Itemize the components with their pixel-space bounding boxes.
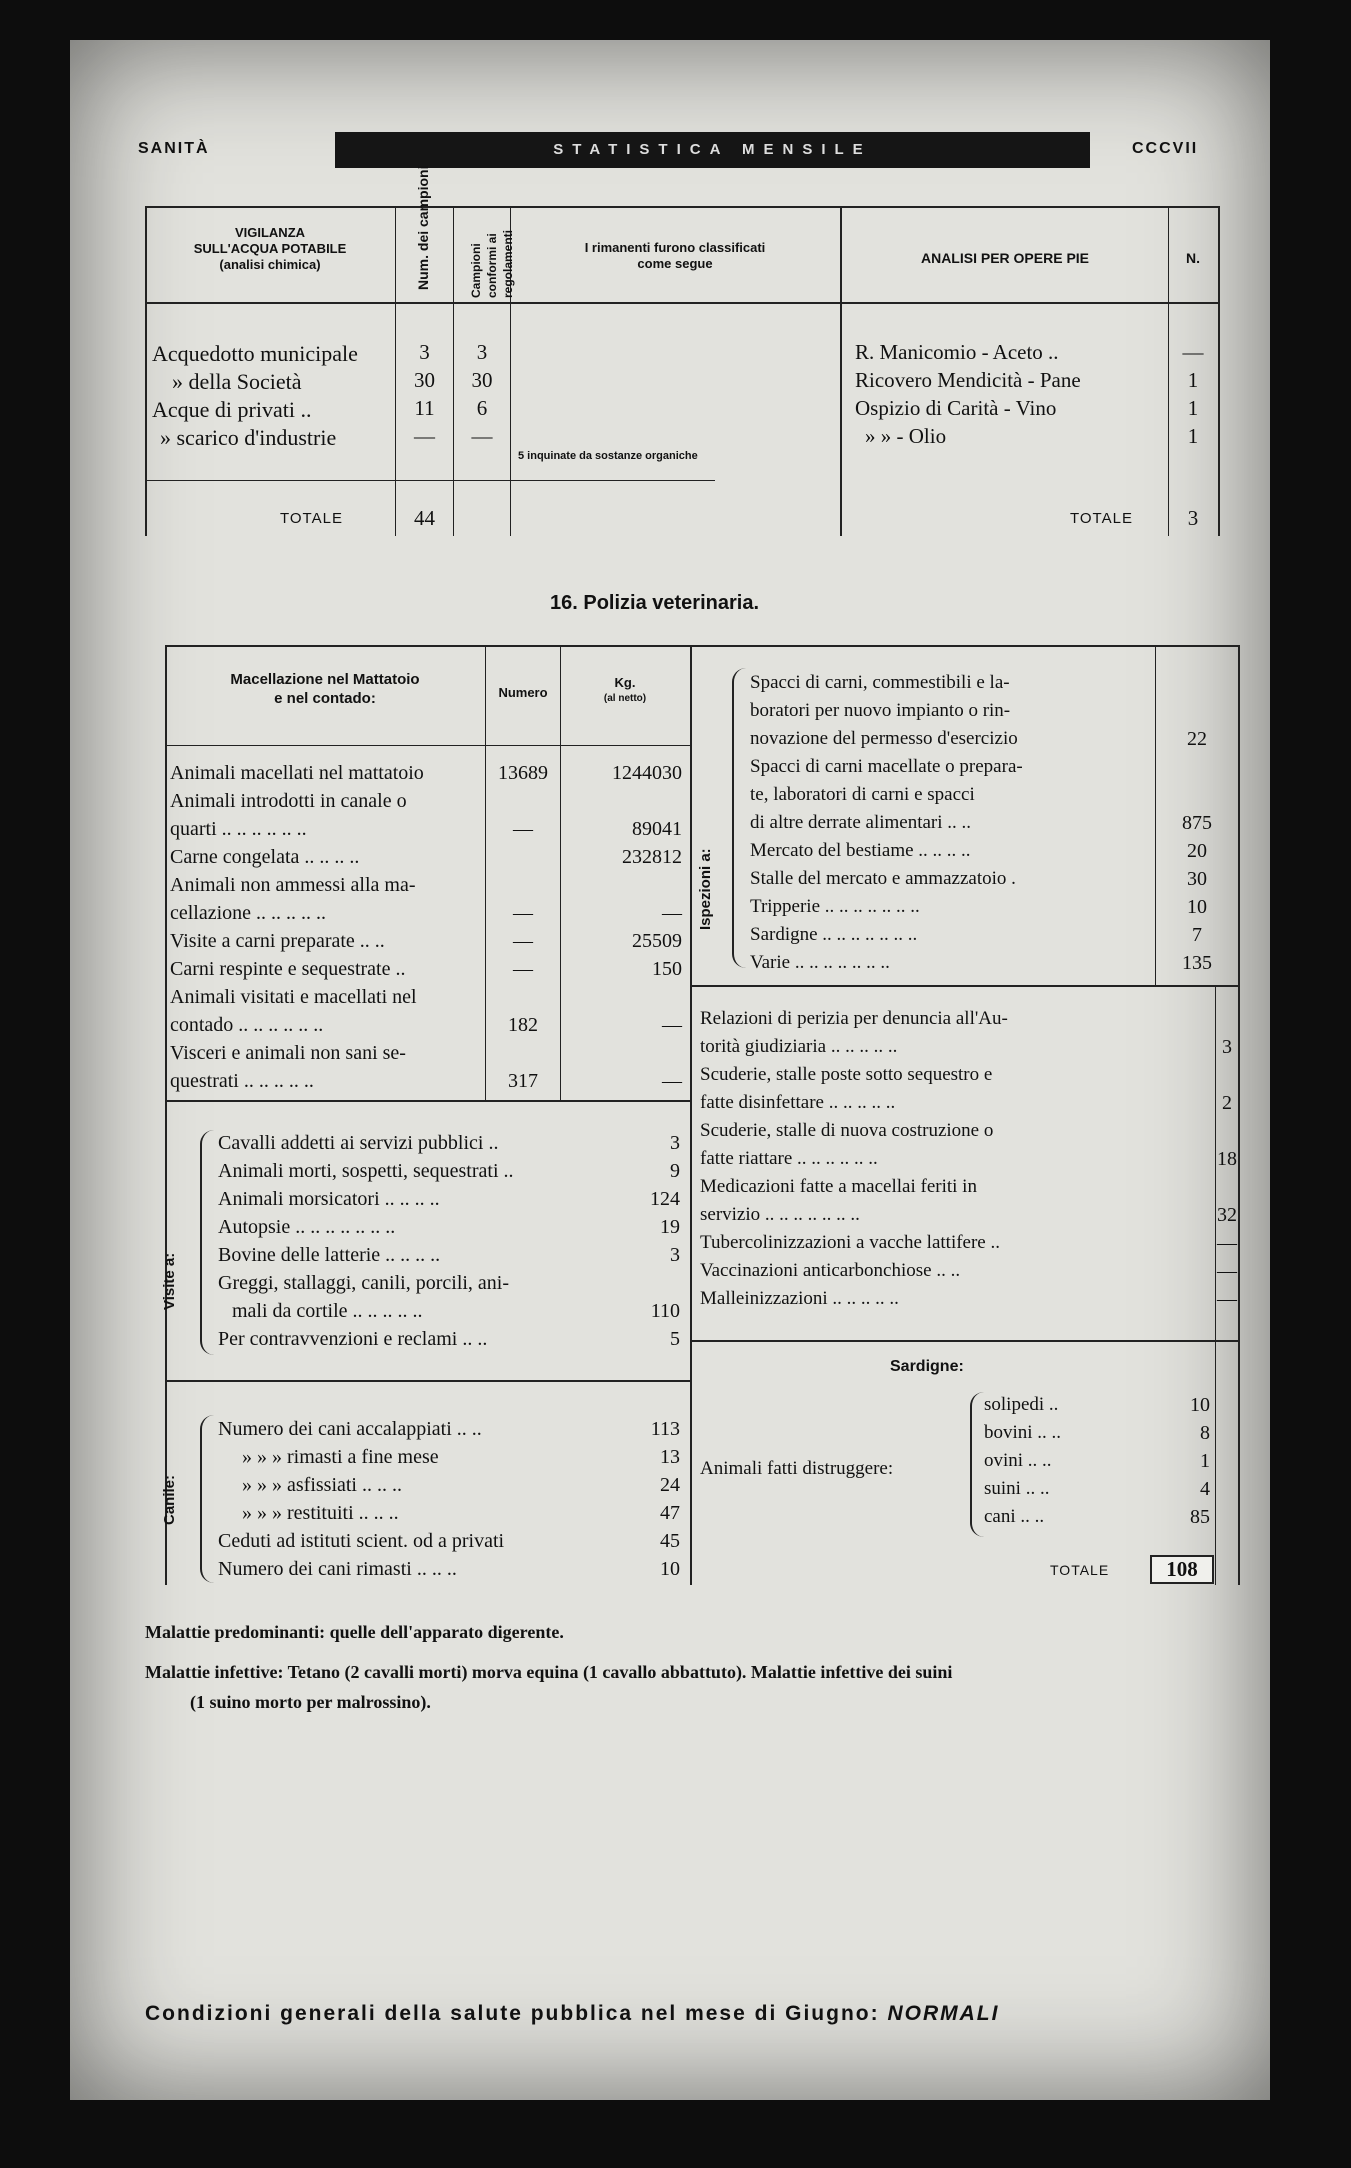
sardigne-kind: solipedi .. xyxy=(984,1394,1059,1415)
sardigne-title: Sardigne: xyxy=(890,1358,964,1375)
sardigne-n: 1 xyxy=(1200,1450,1210,1472)
mac-kg: 1244030 xyxy=(612,762,682,784)
opere-n: — xyxy=(1182,340,1204,364)
mac-row-label: Visite a carni preparate .. .. xyxy=(170,930,385,952)
mac-row-label: cellazione .. .. .. .. .. xyxy=(170,902,327,924)
water-num-col xyxy=(396,340,453,452)
opere-row-label: R. Manicomio - Aceto .. xyxy=(855,340,1059,364)
macellazione-col-kg-line: (al netto) xyxy=(603,693,647,704)
water-total: 44 xyxy=(414,506,435,530)
water-col-rem: I rimanenti furono classificati come segue xyxy=(584,240,766,271)
mac-num: — xyxy=(513,902,533,924)
isp-n xyxy=(1157,672,1237,700)
isp-n: 875 xyxy=(1182,812,1212,834)
isp-row-label: Sardigne .. .. .. .. .. .. .. xyxy=(750,924,918,945)
mac-kg: 150 xyxy=(652,958,682,980)
visite-n: 3 xyxy=(670,1132,680,1154)
rule xyxy=(145,206,1220,208)
mac-num xyxy=(486,986,560,1014)
header-left: SANITÀ xyxy=(138,140,210,157)
section-title: 16. Polizia veterinaria. xyxy=(550,592,759,614)
macellazione-col-kg-line: Kg. xyxy=(614,675,636,690)
visite-side-label: Visite a: xyxy=(161,1252,178,1310)
water-conf-col xyxy=(454,340,510,452)
note-2-text: Tetano (2 cavalli morti) morva equina (1 cavallo abbattuto). Malattie infettive dei suini xyxy=(287,1662,953,1682)
visite-row-label: mali da cortile .. .. .. .. .. xyxy=(232,1300,423,1322)
opere-n: 1 xyxy=(1187,424,1199,448)
mac-row-label: questrati .. .. .. .. .. xyxy=(170,1070,314,1092)
isp-row-label: Mercato del bestiame .. .. .. .. xyxy=(750,840,971,861)
sardigne-n: 10 xyxy=(1190,1394,1210,1416)
macellazione-col-num: Numero xyxy=(498,685,548,700)
rule xyxy=(165,645,1240,647)
macellazione-num-col xyxy=(486,762,560,1098)
page xyxy=(70,40,1270,2100)
isp-n: 20 xyxy=(1187,840,1207,862)
water-conf: 3 xyxy=(476,340,488,364)
rel-row-label: Tubercolinizzazioni a vacche lattifere .. xyxy=(700,1232,1000,1253)
ispezioni-brace xyxy=(732,668,748,968)
mac-num xyxy=(486,790,560,818)
sardigne-label: Animali fatti distruggere: xyxy=(700,1458,894,1479)
rel-n: 32 xyxy=(1217,1204,1237,1226)
mac-kg: — xyxy=(662,902,682,924)
water-rem-note: 5 inquinate da sostanze organiche xyxy=(518,450,698,462)
mac-num: — xyxy=(513,958,533,980)
note-line-3: (1 suino morto per malrossino). xyxy=(190,1692,431,1712)
water-row-label: Acquedotto municipale xyxy=(152,341,358,366)
rel-n: — xyxy=(1217,1288,1237,1310)
rel-n xyxy=(1216,1008,1238,1036)
water-col-num: Num. dei campioni xyxy=(415,165,431,290)
visite-row-label: Cavalli addetti ai servizi pubblici .. xyxy=(218,1132,499,1154)
rel-row-label: fatte riattare .. .. .. .. .. .. xyxy=(700,1148,878,1169)
canile-labels xyxy=(218,1418,643,1586)
isp-row-label: Stalle del mercato e ammazzatoio . xyxy=(750,868,1016,889)
sardigne-n: 85 xyxy=(1190,1506,1210,1528)
canile-row-label: Numero dei cani rimasti .. .. .. xyxy=(218,1558,457,1580)
isp-row-label: te, laboratori di carni e spacci xyxy=(750,784,975,805)
canile-row-label: Numero dei cani accalappiati .. .. xyxy=(218,1418,482,1440)
macellazione-kg-col xyxy=(562,762,682,1098)
visite-n: 3 xyxy=(670,1244,680,1266)
mac-num xyxy=(486,1042,560,1070)
mac-row-label: contado .. .. .. .. .. .. xyxy=(170,1014,324,1036)
visite-row-label: Per contravvenzioni e reclami .. .. xyxy=(218,1328,488,1350)
isp-row-label: di altre derrate alimentari .. .. xyxy=(750,812,972,833)
opere-total-label: TOTALE xyxy=(1070,510,1133,527)
rel-n: — xyxy=(1217,1260,1237,1282)
footer-text: Condizioni generali della salute pubblica nel mese di Giugno: xyxy=(145,2002,880,2025)
isp-row-label: Spacci di carni, commestibili e la- xyxy=(750,672,1010,693)
mac-num: 13689 xyxy=(498,762,548,784)
sardigne-n: 4 xyxy=(1200,1478,1210,1500)
isp-row-label: boratori per nuovo impianto o rin- xyxy=(750,700,1011,721)
mac-kg xyxy=(562,986,682,1014)
visite-n: 5 xyxy=(670,1328,680,1350)
mac-num xyxy=(486,846,560,874)
rel-row-label: Scuderie, stalle poste sotto sequestro e xyxy=(700,1064,993,1085)
isp-row-label: Tripperie .. .. .. .. .. .. .. xyxy=(750,896,920,917)
rule xyxy=(1238,645,1240,1585)
rel-row-label: Relazioni di perizia per denuncia all'Au- xyxy=(700,1008,1008,1029)
canile-n: 113 xyxy=(650,1418,680,1440)
rule xyxy=(165,745,690,746)
opere-total: 3 xyxy=(1187,506,1199,530)
mac-row-label: Animali visitati e macellati nel xyxy=(170,986,417,1008)
isp-n xyxy=(1157,756,1237,784)
mac-row-label: Carni respinte e sequestrate .. xyxy=(170,958,406,980)
mac-num: — xyxy=(513,818,533,840)
sardigne-kind: cani .. .. xyxy=(984,1506,1045,1527)
visite-row-label: Animali morsicatori .. .. .. .. xyxy=(218,1188,440,1210)
isp-n xyxy=(1157,700,1237,728)
visite-brace xyxy=(200,1130,216,1355)
rule xyxy=(165,645,167,1585)
mac-row-label: Animali macellati nel mattatoio xyxy=(170,762,424,784)
water-conf: — xyxy=(471,424,493,448)
opere-title: ANALISI PER OPERE PIE xyxy=(920,250,1090,266)
sardigne-n: 8 xyxy=(1200,1422,1210,1444)
isp-n xyxy=(1157,784,1237,812)
macellazione-col-kg xyxy=(562,675,688,707)
opere-row-label: Ospizio di Carità - Vino xyxy=(855,396,1057,420)
visite-row-label: Animali morti, sospetti, sequestrati .. xyxy=(218,1160,514,1182)
footer xyxy=(145,2002,999,2026)
isp-n: 10 xyxy=(1187,896,1207,918)
macellazione-title xyxy=(175,670,475,708)
rule xyxy=(145,480,715,481)
visite-n-col xyxy=(625,1132,680,1356)
water-num: 11 xyxy=(414,396,435,420)
water-row-label: » scarico d'industrie xyxy=(160,425,337,450)
mac-num: 317 xyxy=(508,1070,538,1092)
water-row-label: Acque di privati .. xyxy=(152,397,312,422)
mac-row-label: Visceri e animali non sani se- xyxy=(170,1042,406,1064)
sardigne-total: 108 xyxy=(1150,1555,1214,1584)
mac-row-label: Animali non ammessi alla ma- xyxy=(170,874,416,896)
water-conf: 6 xyxy=(476,396,488,420)
rule xyxy=(165,1380,690,1382)
visite-row-label: Greggi, stallaggi, canili, porcili, ani- xyxy=(218,1272,510,1294)
visite-labels xyxy=(218,1132,643,1356)
rule xyxy=(690,985,1240,987)
visite-n: 124 xyxy=(650,1188,680,1210)
macellazione-title-line: e nel contado: xyxy=(274,690,376,707)
header-title-strip: STATISTICA MENSILE xyxy=(335,132,1090,168)
note-1-label: Malattie predominanti: xyxy=(145,1622,326,1642)
rel-n: — xyxy=(1217,1232,1237,1254)
ispezioni-side-label: Ispezioni a: xyxy=(697,848,714,930)
isp-row-label: Varie .. .. .. .. .. .. .. xyxy=(750,952,890,973)
rel-row-label: Vaccinazioni anticarbonchiose .. .. xyxy=(700,1260,961,1281)
sardigne-kind: bovini .. .. xyxy=(984,1422,1062,1443)
mac-kg: 25509 xyxy=(632,930,682,952)
rule xyxy=(690,645,692,1585)
sardigne-n-col xyxy=(1150,1394,1210,1534)
visite-n: 19 xyxy=(660,1216,680,1238)
rule xyxy=(690,1340,1240,1342)
isp-n: 30 xyxy=(1187,868,1207,890)
rel-n xyxy=(1216,1120,1238,1148)
water-labels xyxy=(152,340,392,452)
rel-n xyxy=(1216,1064,1238,1092)
canile-n: 47 xyxy=(660,1502,680,1524)
note-1-text: quelle dell'apparato digerente. xyxy=(329,1622,564,1642)
mac-kg: — xyxy=(662,1070,682,1092)
rule xyxy=(840,206,842,536)
water-title-line: VIGILANZA xyxy=(234,225,306,240)
mac-kg xyxy=(562,790,682,818)
header-right: CCCVII xyxy=(1132,140,1199,157)
ispezioni-labels xyxy=(750,672,1150,980)
sardigne-brace xyxy=(970,1392,984,1537)
canile-n: 24 xyxy=(660,1474,680,1496)
rel-n xyxy=(1216,1176,1238,1204)
canile-n-col xyxy=(625,1418,680,1586)
rel-row-label: torità giudiziaria .. .. .. .. .. xyxy=(700,1036,898,1057)
mac-num: — xyxy=(513,930,533,952)
mac-kg xyxy=(562,1042,682,1070)
visite-row-label: Autopsie .. .. .. .. .. .. .. xyxy=(218,1216,396,1238)
rel-row-label: fatte disinfettare .. .. .. .. .. xyxy=(700,1092,896,1113)
rel-row-label: Malleinizzazioni .. .. .. .. .. xyxy=(700,1288,899,1309)
water-row-label: » della Società xyxy=(172,369,302,394)
mac-kg: 232812 xyxy=(622,846,682,868)
sardigne-kind: suini .. .. xyxy=(984,1478,1050,1499)
sardigne-kinds xyxy=(984,1394,1144,1534)
opere-row-label: Ricovero Mendicità - Pane xyxy=(855,368,1081,392)
opere-n-label: N. xyxy=(1186,250,1200,266)
visite-n: 110 xyxy=(650,1300,680,1322)
visite-n: 9 xyxy=(670,1160,680,1182)
rule xyxy=(1168,206,1169,536)
note-2-label: Malattie infettive: xyxy=(145,1662,284,1682)
canile-side-label: Canile: xyxy=(161,1474,178,1525)
relazioni-labels xyxy=(700,1008,1190,1316)
note-line-2 xyxy=(145,1662,952,1683)
rule xyxy=(165,1100,690,1102)
rule xyxy=(1155,645,1156,985)
water-num: — xyxy=(414,424,435,448)
canile-row-label: » » » asfissiati .. .. .. xyxy=(242,1474,402,1496)
rel-row-label: Medicazioni fatte a macellai feriti in xyxy=(700,1176,977,1197)
sardigne-total-label: TOTALE xyxy=(1050,1562,1110,1578)
canile-brace xyxy=(200,1415,216,1583)
visite-row-label: Bovine delle latterie .. .. .. .. xyxy=(218,1244,441,1266)
rel-n: 18 xyxy=(1217,1148,1237,1170)
isp-n: 7 xyxy=(1192,924,1202,946)
opere-n: 1 xyxy=(1187,396,1199,420)
water-num: 3 xyxy=(419,340,430,364)
isp-n: 22 xyxy=(1187,728,1207,750)
rule xyxy=(145,302,1220,304)
rel-n: 2 xyxy=(1222,1092,1232,1114)
ispezioni-n-col xyxy=(1157,672,1237,980)
macellazione-labels xyxy=(170,762,485,1098)
water-col-conf: Campioni conformi ai regolamenti xyxy=(469,229,515,298)
canile-n: 13 xyxy=(660,1446,680,1468)
sardigne-kind: ovini .. .. xyxy=(984,1450,1052,1471)
mac-num xyxy=(486,874,560,902)
canile-row-label: » » » rimasti a fine mese xyxy=(242,1446,439,1468)
canile-row-label: » » » restituiti .. .. .. xyxy=(242,1502,399,1524)
visite-n xyxy=(625,1272,680,1300)
opere-labels xyxy=(855,340,1165,452)
mac-row-label: quarti .. .. .. .. .. .. xyxy=(170,818,307,840)
canile-n: 45 xyxy=(660,1530,680,1552)
rule xyxy=(560,645,561,1100)
canile-n: 10 xyxy=(660,1558,680,1580)
opere-row-label: » » - Olio xyxy=(865,424,947,448)
rel-row-label: Scuderie, stalle di nuova costruzione o xyxy=(700,1120,994,1141)
opere-n-col xyxy=(1170,340,1216,452)
water-title xyxy=(155,225,385,273)
footer-value: NORMALI xyxy=(887,2002,1000,2025)
water-title-line: (analisi chimica) xyxy=(219,257,321,272)
water-num: 30 xyxy=(414,368,435,392)
mac-row-label: Carne congelata .. .. .. .. xyxy=(170,846,360,868)
rule xyxy=(1218,206,1220,536)
canile-row-label: Ceduti ad istituti scient. od a privati xyxy=(218,1530,505,1552)
rel-row-label: servizio .. .. .. .. .. .. .. xyxy=(700,1204,860,1225)
isp-row-label: Spacci di carni macellate o prepara- xyxy=(750,756,1023,777)
rel-n: 3 xyxy=(1222,1036,1232,1058)
isp-row-label: novazione del permesso d'esercizio xyxy=(750,728,1018,749)
water-title-line: SULL'ACQUA POTABILE xyxy=(193,241,347,256)
macellazione-title-line: Macellazione nel Mattatoio xyxy=(230,671,420,688)
mac-kg: 89041 xyxy=(632,818,682,840)
mac-num: 182 xyxy=(508,1014,538,1036)
opere-n: 1 xyxy=(1187,368,1199,392)
rule xyxy=(145,206,147,536)
mac-kg: — xyxy=(662,1014,682,1036)
relazioni-n-col xyxy=(1216,1008,1238,1316)
water-conf: 30 xyxy=(471,368,493,392)
note-line-1 xyxy=(145,1622,564,1643)
isp-n: 135 xyxy=(1182,952,1212,974)
water-total-label: TOTALE xyxy=(280,510,343,527)
mac-row-label: Animali introdotti in canale o xyxy=(170,790,407,812)
mac-kg xyxy=(562,874,682,902)
